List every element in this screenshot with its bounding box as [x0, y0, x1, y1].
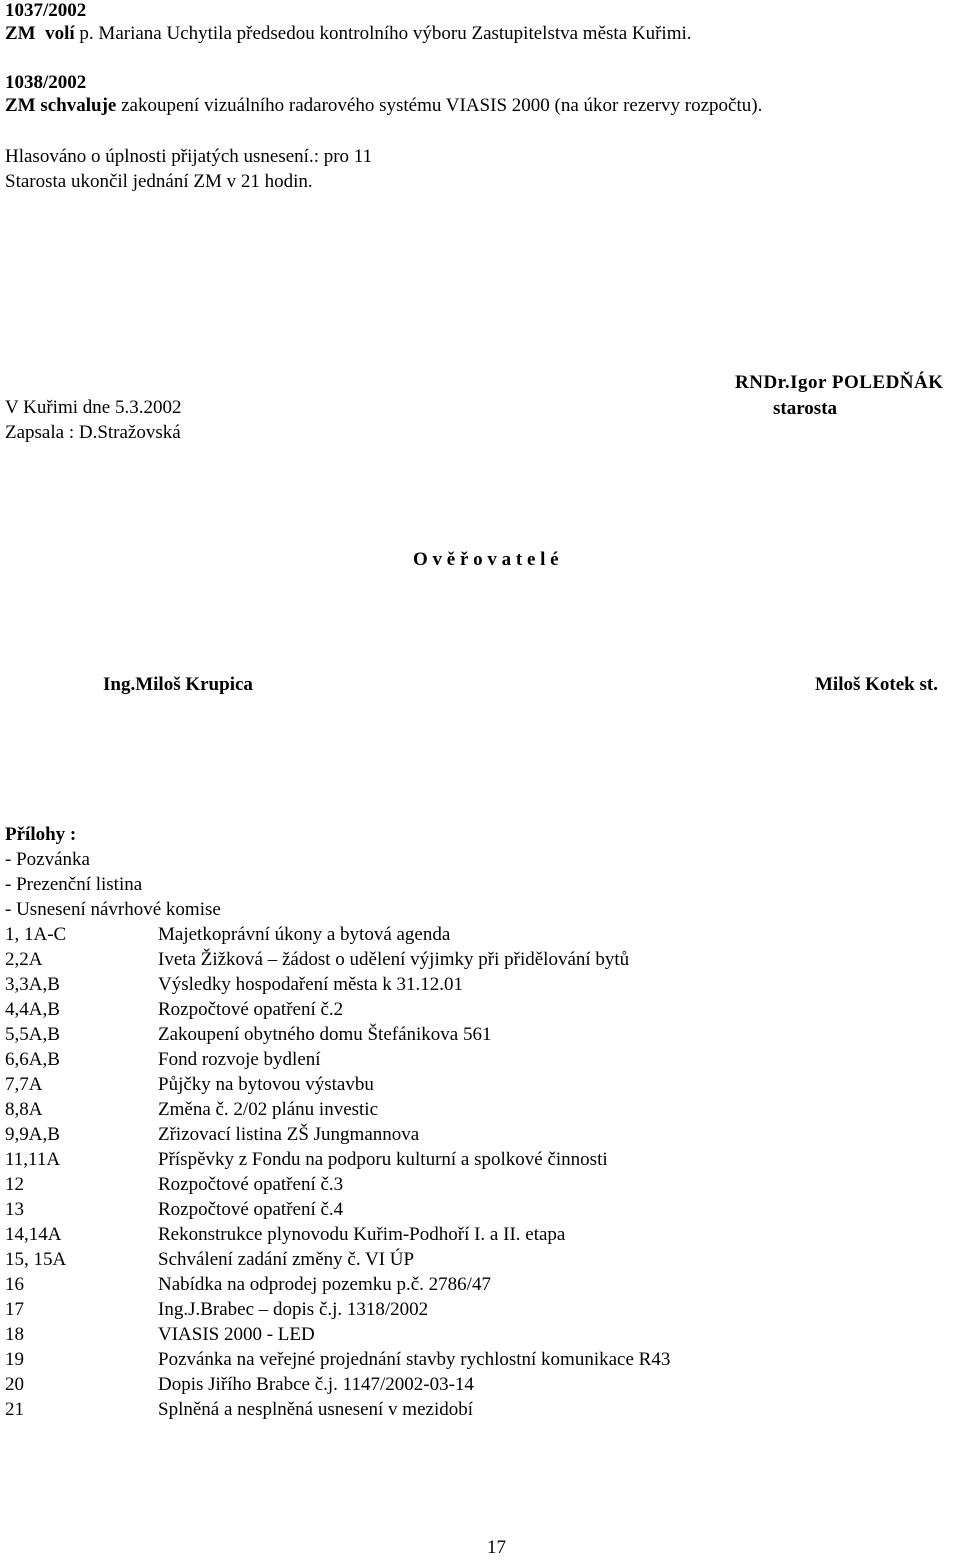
mayor-title: starosta	[773, 398, 838, 419]
attachments-heading: Přílohy :	[5, 824, 77, 845]
resolution-verb: schvaluje	[40, 95, 117, 116]
resolution-content: p. Mariana Uchytila předsedou kontrolního výboru Zastupitelstva města Kuřimi.	[74, 23, 692, 44]
attachment-number: 7,7A	[5, 1074, 43, 1095]
attachment-number: 17	[5, 1299, 24, 1320]
attachment-number: 13	[5, 1199, 24, 1220]
attachment-title: Rekonstrukce plynovodu Kuřim-Podhoří I. a II. etapa	[158, 1224, 566, 1245]
attachment-title: Splněná a nesplněná usnesení v mezidobí	[158, 1399, 474, 1420]
attachment-general: - Prezenční listina	[5, 874, 143, 895]
attachment-title: Rozpočtové opatření č.3	[158, 1174, 344, 1195]
attachment-number: 3,3A,B	[5, 974, 60, 995]
resolution-body: ZM	[5, 95, 36, 116]
attachment-title: Nabídka na odprodej pozemku p.č. 2786/47	[158, 1274, 491, 1295]
attachment-number: 11,11A	[5, 1149, 61, 1170]
resolution-body: ZM	[5, 23, 36, 44]
attachment-title: Iveta Žižková – žádost o udělení výjimky při přidělování bytů	[158, 949, 630, 970]
attachment-number: 21	[5, 1399, 24, 1420]
recorded-by: Zapsala : D.Stražovská	[5, 422, 181, 443]
verifier-name: Ing.Miloš Krupica	[103, 674, 253, 695]
attachment-title: VIASIS 2000 - LED	[158, 1324, 315, 1345]
attachment-title: Půjčky na bytovou výstavbu	[158, 1074, 374, 1095]
attachment-number: 12	[5, 1174, 24, 1195]
attachment-number: 1, 1A-C	[5, 924, 67, 945]
attachment-title: Fond rozvoje bydlení	[158, 1049, 321, 1070]
attachment-title: Zřizovací listina ZŠ Jungmannova	[158, 1124, 420, 1145]
attachment-number: 15, 15A	[5, 1249, 67, 1270]
place-date: V Kuřimi dne 5.3.2002	[5, 397, 182, 418]
vote-line: Hlasováno o úplnosti přijatých usnesení.: pro 11	[5, 146, 373, 167]
attachment-title: Příspěvky z Fondu na podporu kulturní a spolkové činnosti	[158, 1149, 608, 1170]
resolution-verb: volí	[45, 23, 75, 44]
attachment-title: Dopis Jiřího Brabce č.j. 1147/2002-03-14	[158, 1374, 474, 1395]
attachment-title: Zakoupení obytného domu Štefánikova 561	[158, 1024, 492, 1045]
attachment-number: 20	[5, 1374, 24, 1395]
page-number: 17	[487, 1537, 506, 1558]
attachment-general: - Usnesení návrhové komise	[5, 899, 221, 920]
attachment-number: 18	[5, 1324, 24, 1345]
attachment-number: 8,8A	[5, 1099, 43, 1120]
verifier-name: Miloš Kotek st.	[815, 674, 938, 695]
verifiers-heading: O v ě ř o v a t e l é	[413, 549, 559, 570]
attachment-number: 2,2A	[5, 949, 43, 970]
mayor-name: RNDr.Igor POLEDŇÁK	[735, 372, 944, 393]
attachment-title: Změna č. 2/02 plánu investic	[158, 1099, 379, 1120]
attachment-number: 14,14A	[5, 1224, 62, 1245]
attachment-title: Výsledky hospodaření města k 31.12.01	[158, 974, 464, 995]
attachment-title: Majetkoprávní úkony a bytová agenda	[158, 924, 451, 945]
attachment-number: 9,9A,B	[5, 1124, 60, 1145]
attachment-number: 6,6A,B	[5, 1049, 60, 1070]
attachment-title: Pozvánka na veřejné projednání stavby rychlostní komunikace R43	[158, 1349, 671, 1370]
resolution-number: 1037/2002	[5, 0, 87, 21]
resolution-text	[5, 95, 762, 118]
resolution-content: zakoupení vizuálního radarového systému VIASIS 2000 (na úkor rezervy rozpočtu).	[116, 95, 763, 116]
attachment-title: Ing.J.Brabec – dopis č.j. 1318/2002	[158, 1299, 429, 1320]
attachment-title: Schválení zadání změny č. VI ÚP	[158, 1249, 415, 1270]
attachment-number: 4,4A,B	[5, 999, 60, 1020]
resolution-text	[5, 23, 692, 46]
attachment-number: 5,5A,B	[5, 1024, 60, 1045]
attachment-title: Rozpočtové opatření č.4	[158, 1199, 344, 1220]
closing-line: Starosta ukončil jednání ZM v 21 hodin.	[5, 171, 313, 192]
attachment-title: Rozpočtové opatření č.2	[158, 999, 344, 1020]
resolution-number: 1038/2002	[5, 72, 87, 93]
attachment-general: - Pozvánka	[5, 849, 90, 870]
attachment-number: 19	[5, 1349, 24, 1370]
attachment-number: 16	[5, 1274, 24, 1295]
